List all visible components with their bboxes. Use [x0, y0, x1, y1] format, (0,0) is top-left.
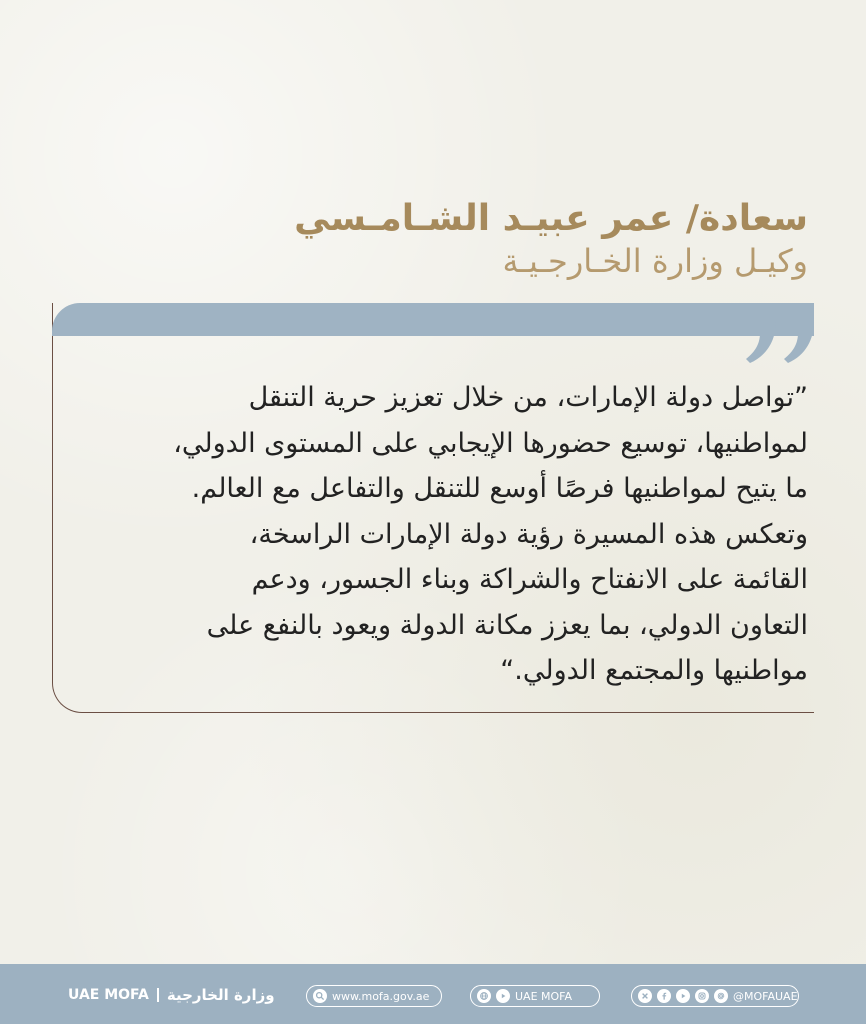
social-handle-link[interactable]	[631, 985, 799, 1007]
quote-line: مواطنيها والمجتمع الدولي.“	[500, 655, 808, 686]
quote-header-bar	[52, 303, 814, 336]
quote-line: وتعكس هذه المسيرة رؤية دولة الإمارات الراسخة،	[249, 518, 808, 550]
footer-brand	[68, 984, 275, 1006]
quote-text	[78, 375, 808, 694]
footer-brand-en: UAE MOFA	[68, 987, 149, 1003]
video-channel-label: UAE MOFA	[515, 989, 573, 1003]
footer-bar	[0, 964, 866, 1024]
footer-brand-divider	[157, 988, 159, 1002]
quote-line: التعاون الدولي، بما يعزز مكانة الدولة ويعود بالنفع على	[206, 609, 808, 641]
youtube-icon	[676, 989, 690, 1003]
social-handle-label: @MOFAUAE	[733, 989, 798, 1003]
youtube-icon	[496, 989, 510, 1003]
globe-icon	[477, 989, 491, 1003]
instagram-icon	[695, 989, 709, 1003]
search-icon	[313, 989, 327, 1003]
speaker-name: سعادة/ عمر عبيـد الشـامـسي	[294, 198, 808, 239]
quote-line: لمواطنيها، توسيع حضورها الإيجابي على المستوى الدولي،	[173, 427, 808, 459]
website-link[interactable]	[306, 985, 442, 1007]
quote-mark-icon	[742, 303, 818, 367]
facebook-icon	[657, 989, 671, 1003]
quote-line: القائمة على الانفتاح والشراكة وبناء الجسور، ودعم	[251, 564, 808, 595]
website-label: www.mofa.gov.ae	[332, 989, 430, 1003]
video-channel-link[interactable]	[470, 985, 600, 1007]
footer-brand-ar: وزارة الخارجية	[166, 986, 275, 1004]
x-icon	[638, 989, 652, 1003]
speaker-title: وكيـل وزارة الخـارجـيـة	[502, 242, 808, 280]
quote-line: ”تواصل دولة الإمارات، من خلال تعزيز حرية التنقل	[248, 382, 808, 413]
quote-line: ما يتيح لمواطنيها فرصًا أوسع للتنقل والتفاعل مع العالم.	[191, 473, 808, 504]
at-icon	[714, 989, 728, 1003]
